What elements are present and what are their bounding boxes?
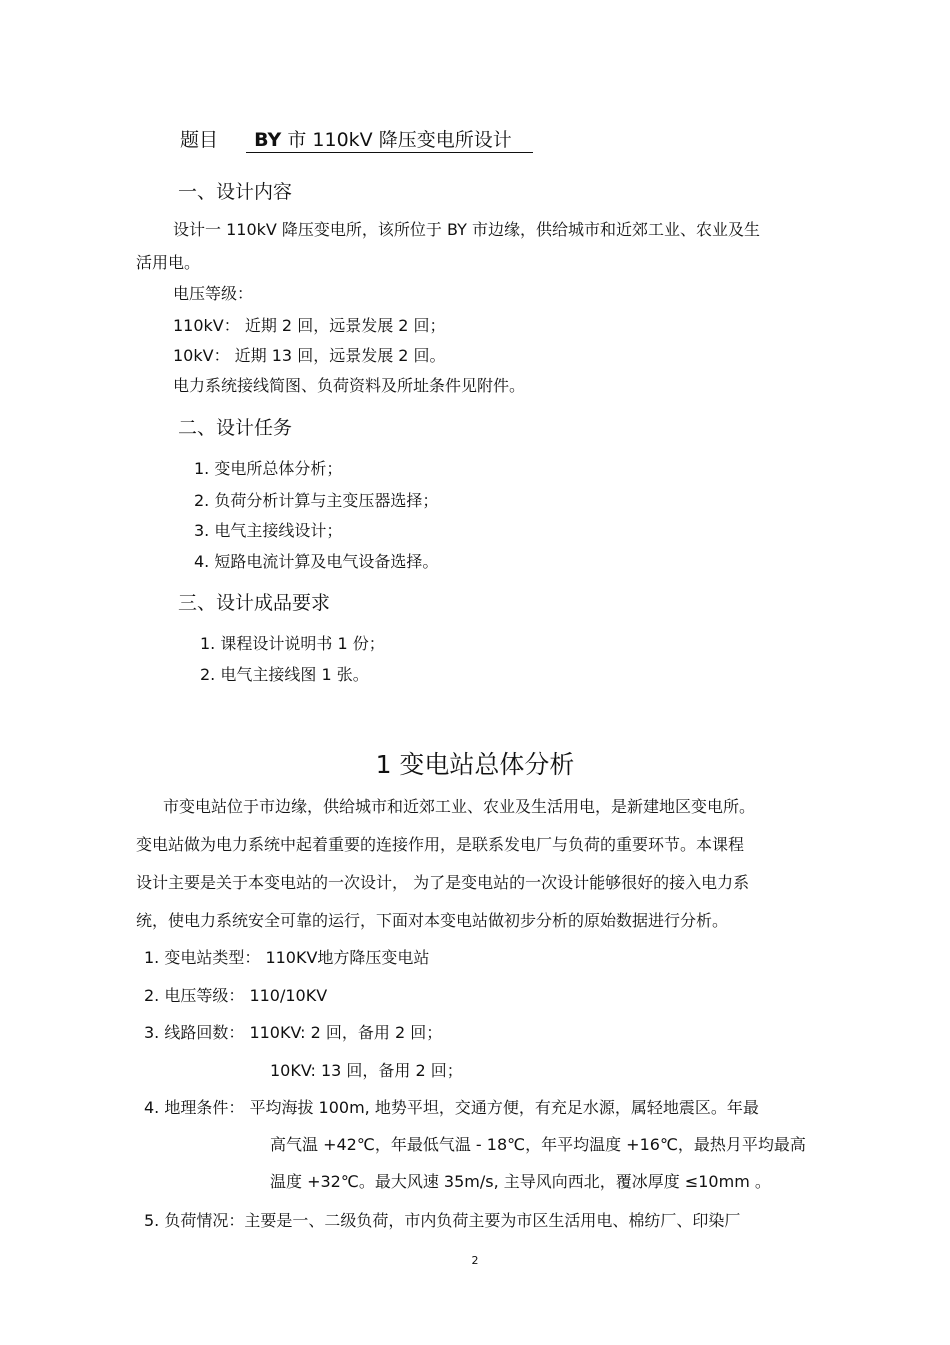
title-label: 题目 xyxy=(180,129,219,151)
list-item-continuation: 高气温 +42℃，年最低气温 - 18℃，年平均温度 +16℃，最热月平均最高 xyxy=(270,1135,806,1154)
paragraph-line: 设计一 110kV 降压变电所，该所位于 BY 市边缘，供给城市和近郊工业、农业及生 xyxy=(173,220,760,239)
document-title xyxy=(180,128,512,152)
list-item: 2. 电压等级： 110/10KV xyxy=(144,986,328,1005)
paragraph-line: 市变电站位于市边缘，供给城市和近郊工业、农业及生活用电，是新建地区变电所。 xyxy=(163,797,756,816)
paragraph-line: 统，使电力系统安全可靠的运行，下面对本变电站做初步分析的原始数据进行分析。 xyxy=(136,911,729,930)
title-rest-part: 市 110kV 降压变电所设计 xyxy=(281,129,512,151)
list-item-continuation: 温度 +32℃。最大风速 35m/s, 主导风向西北，覆冰厚度 ≤10mm 。 xyxy=(270,1172,771,1191)
list-item: 1. 变电站类型： 110KV地方降压变电站 xyxy=(144,948,430,967)
list-item-continuation: 10KV: 13 回，备用 2 回； xyxy=(270,1061,463,1080)
section-heading-design-task: 二、设计任务 xyxy=(178,417,293,439)
list-item: 3. 线路回数： 110KV: 2 回，备用 2 回； xyxy=(144,1023,443,1042)
paragraph-line: 设计主要是关于本变电站的一次设计， 为了是变电站的一次设计能够很好的接入电力系 xyxy=(136,873,750,892)
attachment-note: 电力系统接线简图、负荷资料及所址条件见附件。 xyxy=(173,376,526,395)
list-item: 2. 电气主接线图 1 张。 xyxy=(200,665,369,684)
section-heading-design-content: 一、设计内容 xyxy=(178,181,293,203)
list-item: 1. 课程设计说明书 1 份； xyxy=(200,634,385,653)
list-item: 5. 负荷情况：主要是一、二级负荷，市内负荷主要为市区生活用电、棉纺厂、印染厂 xyxy=(144,1211,741,1230)
title-bold-part: BY xyxy=(254,129,282,151)
page-number: 2 xyxy=(471,1254,479,1267)
paragraph-line: 活用电。 xyxy=(136,253,201,272)
chapter-heading: 1 变电站总体分析 xyxy=(375,750,575,779)
list-item: 3. 电气主接线设计； xyxy=(194,521,343,540)
voltage-110kv: 110kV： 近期 2 回，远景发展 2 回； xyxy=(173,316,446,335)
section-heading-deliverables: 三、设计成品要求 xyxy=(178,592,331,614)
list-item: 4. 地理条件： 平均海拔 100m, 地势平坦，交通方便，有充足水源，属轻地震区。年最 xyxy=(144,1098,759,1117)
list-item: 4. 短路电流计算及电气设备选择。 xyxy=(194,552,439,571)
voltage-10kv: 10kV： 近期 13 回，远景发展 2 回。 xyxy=(173,346,446,365)
title-underline xyxy=(246,152,533,153)
paragraph-line: 变电站做为电力系统中起着重要的连接作用，是联系发电厂与负荷的重要环节。本课程 xyxy=(136,835,745,854)
list-item: 2. 负荷分析计算与主变压器选择； xyxy=(194,491,439,510)
list-item: 1. 变电所总体分析； xyxy=(194,459,343,478)
voltage-label: 电压等级： xyxy=(173,284,254,303)
